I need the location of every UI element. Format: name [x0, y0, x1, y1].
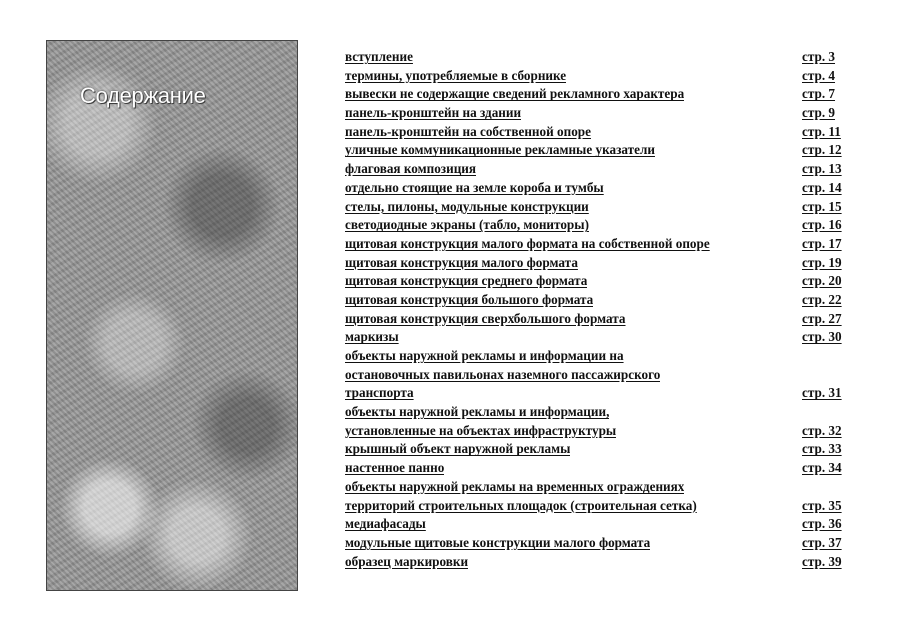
toc-entry-title[interactable]: щитовая конструкция малого формата на собственной опоре	[345, 235, 710, 251]
toc-entry-page[interactable]: стр. 19	[802, 254, 842, 270]
toc-entry-page[interactable]: стр. 20	[802, 273, 842, 289]
toc-entry[interactable]	[345, 459, 860, 478]
toc-entry-title[interactable]: панель-кронштейн на здании	[345, 105, 522, 121]
toc-entry[interactable]	[345, 366, 860, 385]
toc-entry-title[interactable]: вывески не содержащие сведений рекламного характера	[345, 86, 685, 102]
toc-entry-title[interactable]: медиафасады	[345, 516, 426, 532]
toc-entry-title[interactable]: отдельно стоящие на земле короба и тумбы	[345, 179, 604, 195]
cover-image-panel	[46, 40, 298, 591]
toc-entry-title[interactable]: маркизы	[345, 329, 399, 345]
toc-entry[interactable]	[345, 515, 860, 534]
toc-entry[interactable]	[345, 328, 860, 347]
toc-entry[interactable]	[345, 48, 860, 67]
toc-entry-page[interactable]: стр. 30	[802, 329, 842, 345]
toc-entry-page[interactable]: стр. 36	[802, 516, 842, 532]
toc-entry[interactable]	[345, 254, 860, 273]
toc-entry[interactable]	[345, 422, 860, 441]
toc-entry-page[interactable]: стр. 15	[802, 198, 842, 214]
toc-entry-title[interactable]: объекты наружной рекламы и информации,	[345, 404, 610, 420]
toc-entry-page[interactable]: стр. 14	[802, 179, 842, 195]
toc-entry-title[interactable]: термины, употребляемые в сборнике	[345, 67, 567, 83]
toc-entry-page[interactable]: стр. 17	[802, 235, 842, 251]
toc-entry[interactable]	[345, 160, 860, 179]
toc-entry-page[interactable]: стр. 12	[802, 142, 842, 158]
toc-entry-page[interactable]: стр. 37	[802, 534, 842, 550]
toc-entry-title[interactable]: стелы, пилоны, модульные конструкции	[345, 198, 589, 214]
toc-entry-page[interactable]: стр. 27	[802, 310, 842, 326]
toc-entry[interactable]	[345, 216, 860, 235]
toc-entry[interactable]	[345, 347, 860, 366]
toc-entry-page[interactable]: стр. 16	[802, 217, 842, 233]
toc-entry-title[interactable]: объекты наружной рекламы на временных ограждениях	[345, 478, 685, 494]
toc-entry-title[interactable]: установленные на объектах инфраструктуры	[345, 422, 617, 438]
toc-entry-title[interactable]: модульные щитовые конструкции малого формата	[345, 534, 651, 550]
toc-entry-title[interactable]: щитовая конструкция среднего формата	[345, 273, 588, 289]
toc-entry[interactable]	[345, 179, 860, 198]
toc-entry-title[interactable]: территорий строительных площадок (строительная сетка)	[345, 497, 697, 513]
toc-entry[interactable]	[345, 104, 860, 123]
toc-entry[interactable]	[345, 478, 860, 497]
toc-entry[interactable]	[345, 85, 860, 104]
toc-entry-page[interactable]: стр. 33	[802, 441, 842, 457]
toc-entry[interactable]	[345, 384, 860, 403]
toc-entry-title[interactable]: уличные коммуникационные рекламные указатели	[345, 142, 655, 158]
toc-entry-title[interactable]: панель-кронштейн на собственной опоре	[345, 123, 591, 139]
toc-entry-page[interactable]: стр. 35	[802, 497, 842, 513]
toc-entry-title[interactable]: остановочных павильонах наземного пассажирского	[345, 366, 661, 382]
toc-entry-title[interactable]: щитовая конструкция большого формата	[345, 291, 594, 307]
toc-entry-page[interactable]: стр. 34	[802, 460, 842, 476]
toc-entry-page[interactable]: стр. 7	[802, 86, 836, 102]
toc-entry-title[interactable]: флаговая композиция	[345, 161, 477, 177]
toc-entry[interactable]	[345, 198, 860, 217]
contents-heading: Содержание	[80, 83, 206, 108]
toc-entry[interactable]	[345, 235, 860, 254]
toc-entry-title[interactable]: щитовая конструкция сверхбольшого формата	[345, 310, 626, 326]
toc-entry-title[interactable]: светодиодные экраны (табло, мониторы)	[345, 217, 589, 233]
toc-entry-page[interactable]: стр. 9	[802, 105, 836, 121]
toc-entry-title[interactable]: щитовая конструкция малого формата	[345, 254, 578, 270]
toc-entry[interactable]	[345, 553, 860, 572]
toc-entry-page[interactable]: стр. 22	[802, 291, 842, 307]
toc-entry[interactable]	[345, 123, 860, 142]
toc-entry-page[interactable]: стр. 31	[802, 385, 842, 401]
toc-entry[interactable]	[345, 141, 860, 160]
toc-entry-page[interactable]: стр. 39	[802, 553, 842, 569]
toc-entry-page[interactable]: стр. 11	[802, 123, 841, 139]
toc-entry-page[interactable]: стр. 32	[802, 422, 842, 438]
toc-entry[interactable]	[345, 497, 860, 516]
toc-entry-title[interactable]: объекты наружной рекламы и информации на	[345, 348, 624, 363]
toc-entry[interactable]	[345, 534, 860, 553]
toc-entry[interactable]	[345, 67, 860, 86]
toc-entry-title[interactable]: образец маркировки	[345, 553, 469, 569]
toc-entry[interactable]	[345, 272, 860, 291]
toc-entry-title[interactable]: крышный объект наружной рекламы	[345, 441, 571, 457]
toc-entry-page[interactable]: стр. 4	[802, 67, 836, 83]
toc-entry-page[interactable]: стр. 3	[802, 49, 836, 64]
toc-entry[interactable]	[345, 310, 860, 329]
table-of-contents	[345, 48, 860, 571]
toc-entry[interactable]	[345, 440, 860, 459]
toc-entry[interactable]	[345, 403, 860, 422]
toc-entry-title[interactable]: вступление	[345, 49, 413, 64]
toc-entry-title[interactable]: транспорта	[345, 385, 414, 401]
toc-entry-page[interactable]: стр. 13	[802, 161, 842, 177]
toc-entry-title[interactable]: настенное панно	[345, 460, 445, 476]
toc-entry[interactable]	[345, 291, 860, 310]
